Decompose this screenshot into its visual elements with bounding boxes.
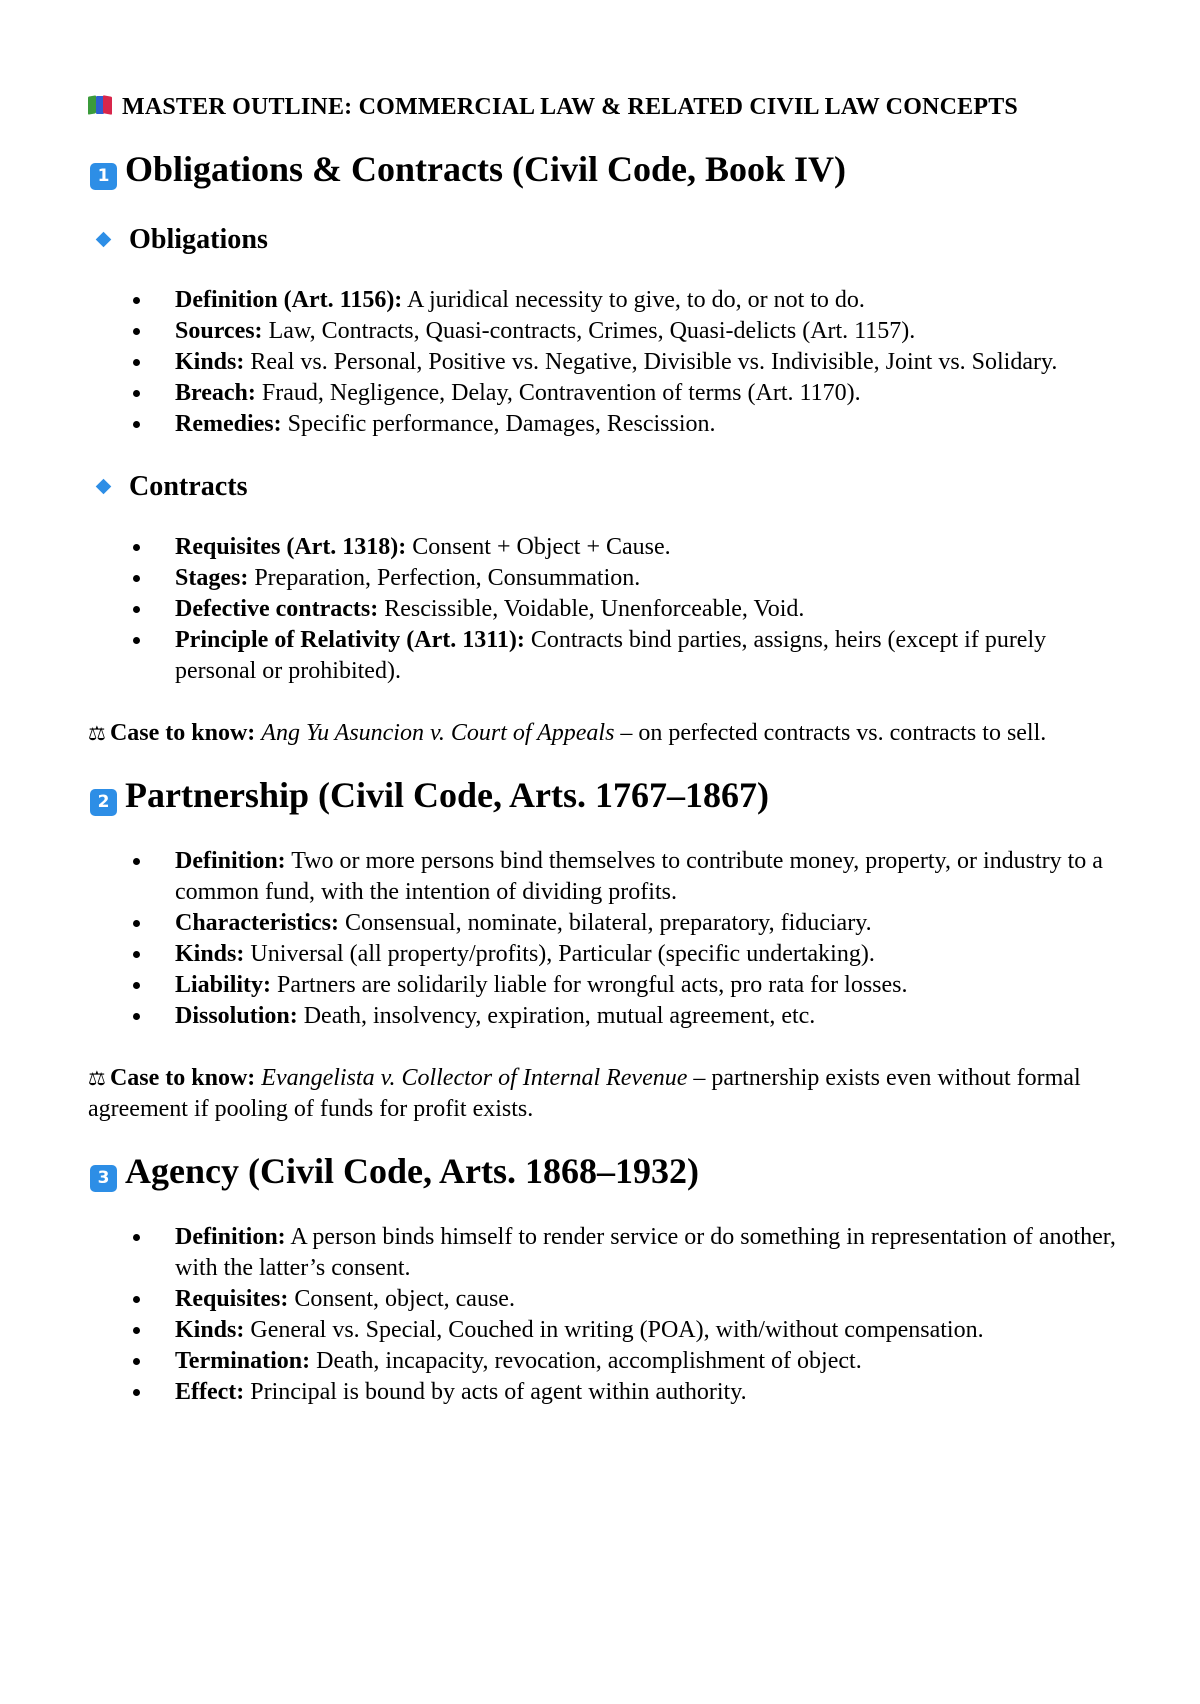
item-label: Termination: xyxy=(175,1348,311,1374)
list-item xyxy=(88,970,1118,1001)
list-item xyxy=(88,939,1118,970)
item-text: Consent, object, cause. xyxy=(288,1286,515,1312)
section-title: Obligations & Contracts (Civil Code, Book IV) xyxy=(125,149,847,189)
item-label: Kinds: xyxy=(175,941,245,967)
list-item xyxy=(88,1222,1118,1284)
obligations-list xyxy=(88,285,1118,440)
list-item xyxy=(88,316,1118,347)
case-label: Case to know: xyxy=(109,1065,256,1091)
subsection-heading-obligations xyxy=(88,224,1118,255)
scales-icon: ⚖ xyxy=(88,721,106,745)
item-label: Sources: xyxy=(175,318,263,344)
item-label: Kinds: xyxy=(175,349,245,375)
case-label: Case to know: xyxy=(109,720,256,746)
document-title: MASTER OUTLINE: COMMERCIAL LAW & RELATED CIVIL LAW CONCEPTS xyxy=(122,94,1018,120)
document-title-block xyxy=(88,92,1118,123)
case-name: Ang Yu Asuncion v. Court of Appeals xyxy=(261,720,615,746)
item-text: A person binds himself to render service or do something in representation of another, with the latter’s consent. xyxy=(175,1224,1116,1281)
item-text: Death, insolvency, expiration, mutual agreement, etc. xyxy=(297,1003,816,1029)
item-label: Definition: xyxy=(175,848,286,874)
list-item xyxy=(88,1377,1118,1408)
case-note xyxy=(88,718,1118,749)
item-text: Fraud, Negligence, Delay, Contravention of terms (Art. 1170). xyxy=(255,380,861,406)
list-item xyxy=(88,378,1118,409)
agency-list xyxy=(88,1222,1118,1408)
item-text: Specific performance, Damages, Rescission. xyxy=(281,411,716,437)
list-item xyxy=(88,1346,1118,1377)
list-item xyxy=(88,409,1118,440)
item-label: Requisites (Art. 1318): xyxy=(175,534,407,560)
list-item xyxy=(88,285,1118,316)
section-title: Partnership (Civil Code, Arts. 1767–1867) xyxy=(125,775,769,815)
item-label: Definition: xyxy=(175,1224,286,1250)
item-text: Principal is bound by acts of agent within authority. xyxy=(244,1379,747,1405)
item-label: Kinds: xyxy=(175,1317,245,1343)
item-text: Contracts bind parties, assigns, heirs (except if purely personal or prohibited). xyxy=(175,627,1047,684)
case-name: Evangelista v. Collector of Internal Revenue xyxy=(261,1065,688,1091)
item-label: Dissolution: xyxy=(175,1003,298,1029)
item-text: Partners are solidarily liable for wrongful acts, pro rata for losses. xyxy=(271,972,908,998)
item-label: Stages: xyxy=(175,565,249,591)
scales-icon: ⚖ xyxy=(88,1066,106,1090)
list-item xyxy=(88,563,1118,594)
list-item xyxy=(88,846,1118,908)
case-text: – partnership exists even without formal agreement if pooling of funds for profit exists. xyxy=(88,1065,1081,1122)
item-text: Real vs. Personal, Positive vs. Negative, Divisible vs. Indivisible, Joint vs. Solidary. xyxy=(244,349,1058,375)
document-content xyxy=(88,92,1118,1408)
partnership-list xyxy=(88,846,1118,1032)
item-text: Law, Contracts, Quasi-contracts, Crimes, Quasi-delicts (Art. 1157). xyxy=(262,318,916,344)
item-text: Consent + Object + Cause. xyxy=(406,534,671,560)
contracts-list xyxy=(88,532,1118,687)
item-label: Breach: xyxy=(175,380,256,406)
case-note xyxy=(88,1063,1118,1125)
item-text: Preparation, Perfection, Consummation. xyxy=(248,565,641,591)
list-item xyxy=(88,1315,1118,1346)
item-label: Characteristics: xyxy=(175,910,339,936)
item-label: Remedies: xyxy=(175,411,282,437)
number-3-icon: 3 xyxy=(90,1165,117,1192)
section-heading-obligations-contracts xyxy=(88,149,1118,190)
case-text: – on perfected contracts vs. contracts to sell. xyxy=(614,720,1047,746)
diamond-bullet-icon xyxy=(96,232,112,248)
list-item xyxy=(88,1001,1118,1032)
item-text: Two or more persons bind themselves to contribute money, property, or industry to a common fund, with the intention of dividing profits. xyxy=(175,848,1103,905)
list-item xyxy=(88,1284,1118,1315)
section-heading-partnership xyxy=(88,775,1118,816)
list-item xyxy=(88,532,1118,563)
section-title: Agency (Civil Code, Arts. 1868–1932) xyxy=(125,1151,699,1191)
number-1-icon: 1 xyxy=(90,163,117,190)
number-2-icon: 2 xyxy=(90,789,117,816)
books-icon xyxy=(88,94,114,116)
subsection-title: Contracts xyxy=(129,471,248,502)
diamond-bullet-icon xyxy=(96,479,112,495)
list-item xyxy=(88,625,1118,687)
list-item xyxy=(88,594,1118,625)
item-text: Rescissible, Voidable, Unenforceable, Void. xyxy=(378,596,805,622)
item-label: Principle of Relativity (Art. 1311): xyxy=(175,627,525,653)
item-label: Effect: xyxy=(175,1379,245,1405)
item-text: A juridical necessity to give, to do, or not to do. xyxy=(402,287,865,313)
section-heading-agency xyxy=(88,1151,1118,1192)
list-item xyxy=(88,908,1118,939)
item-label: Requisites: xyxy=(175,1286,289,1312)
subsection-title: Obligations xyxy=(129,224,268,255)
item-label: Defective contracts: xyxy=(175,596,379,622)
item-text: Consensual, nominate, bilateral, preparatory, fiduciary. xyxy=(338,910,872,936)
item-text: General vs. Special, Couched in writing (POA), with/without compensation. xyxy=(244,1317,984,1343)
item-text: Universal (all property/profits), Particular (specific undertaking). xyxy=(244,941,875,967)
list-item xyxy=(88,347,1118,378)
item-text: Death, incapacity, revocation, accomplishment of object. xyxy=(310,1348,862,1374)
item-label: Definition (Art. 1156): xyxy=(175,287,403,313)
item-label: Liability: xyxy=(175,972,272,998)
subsection-heading-contracts xyxy=(88,471,1118,502)
